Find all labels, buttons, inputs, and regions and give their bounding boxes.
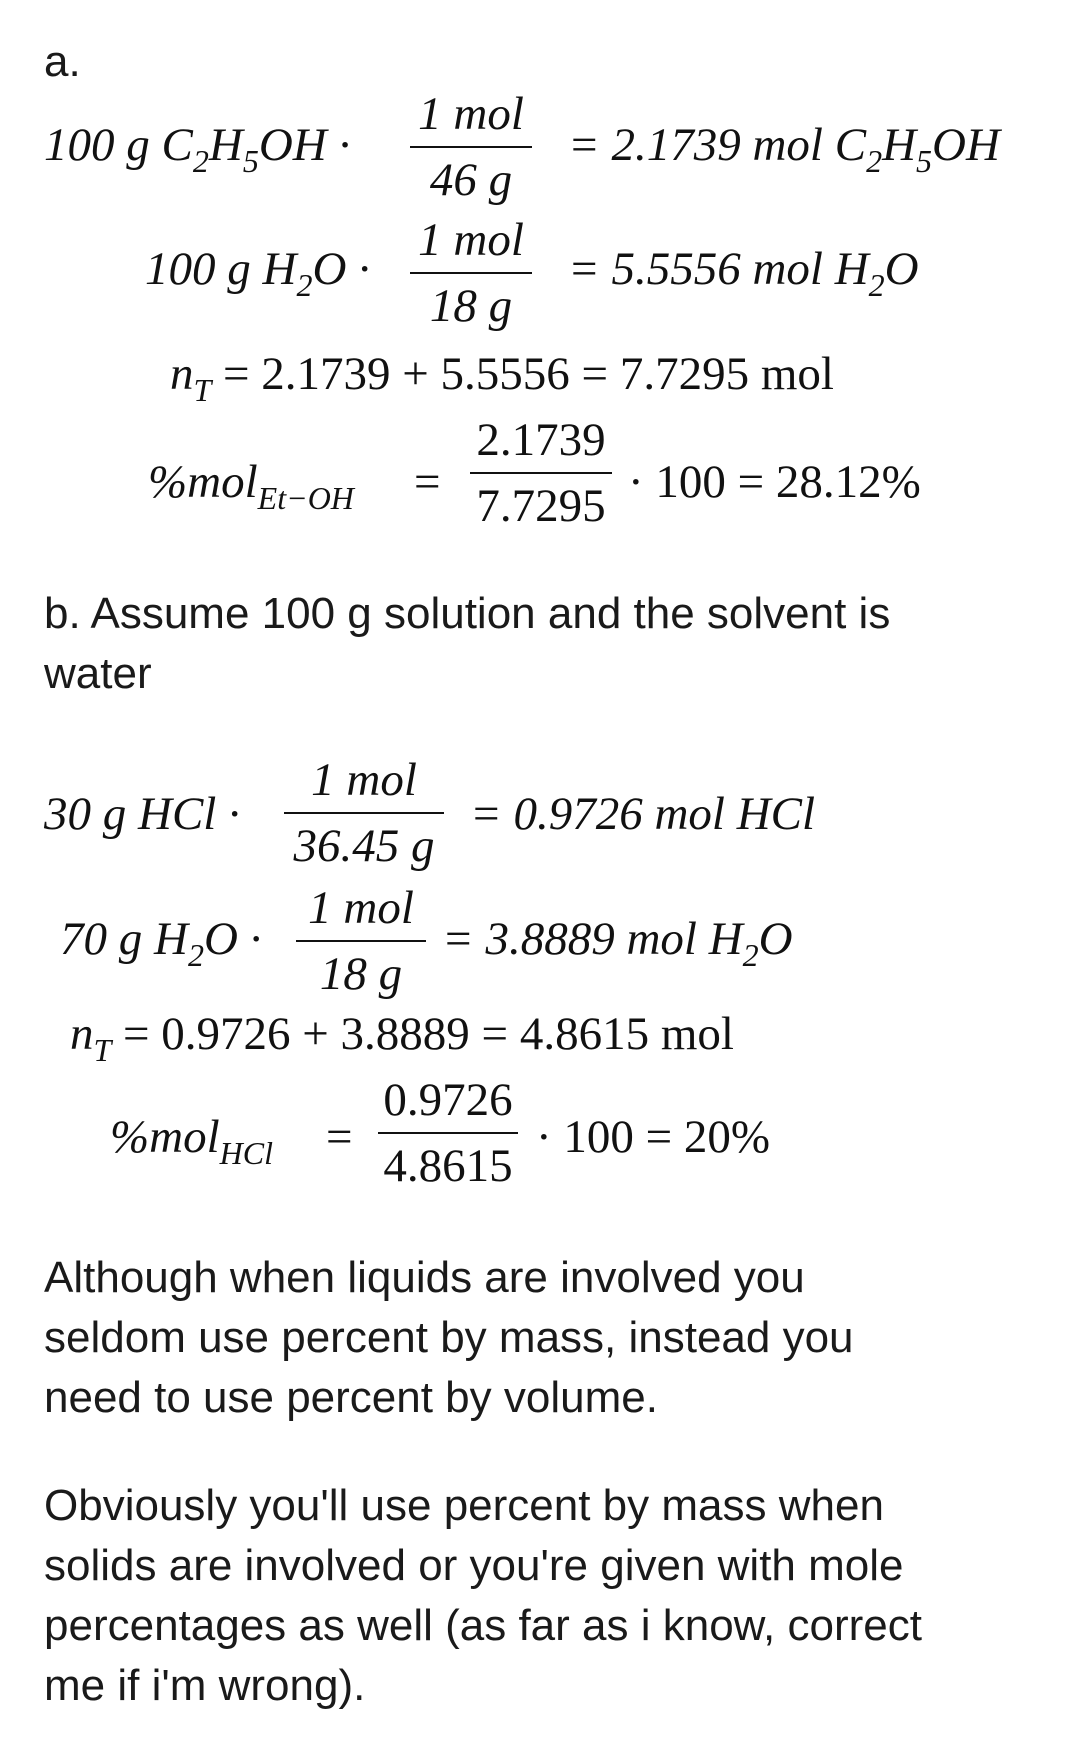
b-eq2-left: 70 g $H_2O$ ·	[60, 913, 262, 973]
paragraph2-line1: Obviously you'll use percent by mass when	[44, 1481, 884, 1530]
a-eq2-fraction: 1 mol 18 g	[410, 212, 532, 334]
paragraph1-line1: Although when liquids are involved you	[44, 1253, 805, 1302]
a-eq4-equals: =	[414, 456, 441, 508]
a-eq1-fraction: 1 mol 46 g	[410, 86, 532, 208]
paragraph1-line2: seldom use percent by mass, instead you	[44, 1313, 854, 1362]
part-b-intro-line2: water	[44, 649, 152, 698]
b-eq2-fraction: 1 mol 18 g	[296, 880, 426, 1002]
a-eq1-left: 100 g $C_2H_5OH$ ·	[44, 119, 351, 179]
a-eq1-right: = 2.1739 mol $C_2H_5OH$	[568, 119, 1000, 179]
b-eq1-fraction: 1 mol 36.45 g	[284, 752, 444, 874]
a-eq4-lhs: %mol$_{Et-OH}$	[148, 456, 354, 516]
a-eq2-right: = 5.5556 mol $H_2O$	[568, 243, 919, 303]
b-eq4-fraction: 0.9726 4.8615	[378, 1072, 518, 1194]
paragraph2-line3: percentages as well (as far as i know, correct	[44, 1601, 922, 1650]
paragraph1-line3: need to use percent by volume.	[44, 1373, 658, 1422]
b-eq1-right: = 0.9726 mol HCl	[470, 788, 816, 840]
a-eq3-total-moles: $n_T = 2.1739 + 5.5556 = 7.7295$ mol	[170, 348, 834, 408]
b-eq4-equals: =	[326, 1111, 353, 1163]
b-eq1-left: 30 g HCl ·	[44, 788, 240, 840]
b-eq4-rhs: · 100 = 20%	[536, 1111, 771, 1163]
paragraph2-line4: me if i'm wrong).	[44, 1661, 366, 1710]
a-eq4-fraction: 2.1739 7.7295	[470, 412, 612, 534]
part-b-intro-line1: b. Assume 100 g solution and the solvent is	[44, 589, 891, 638]
b-eq4-lhs: %mol$_{HCl}$	[110, 1111, 273, 1171]
b-eq3-total-moles: $n_T = 0.9726 + 3.8889 = 4.8615$ mol	[70, 1008, 734, 1068]
part-a-label: a.	[44, 37, 81, 86]
a-eq4-rhs: · 100 = 28.12%	[628, 456, 921, 508]
b-eq2-right: = 3.8889 mol $H_2O$	[442, 913, 793, 973]
paragraph2-line2: solids are involved or you're given with mole	[44, 1541, 904, 1590]
a-eq2-left: 100 g $H_2O$ ·	[145, 243, 370, 303]
